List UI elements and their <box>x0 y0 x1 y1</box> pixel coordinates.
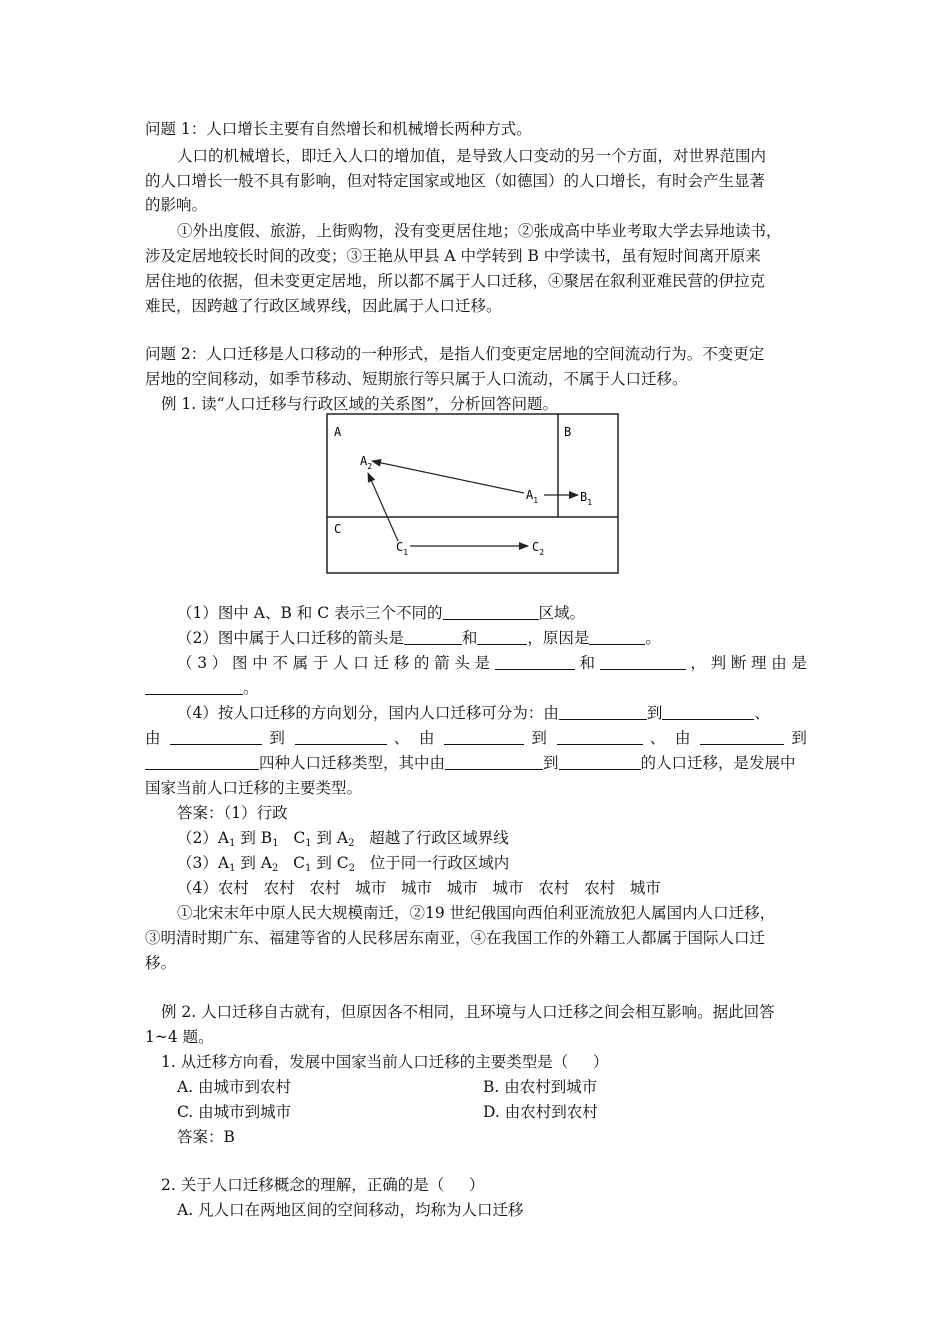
note-line2: ③明清时期广东、福建等省的人民移居东南亚，④在我国工作的外籍工人都属于国际人口迁 <box>145 929 766 947</box>
label-region-b: B <box>564 425 572 439</box>
label-c2: $C_2$ <box>532 540 545 557</box>
blank <box>559 704 647 720</box>
answer-3: $(3)A_1$ 到 $A_2$ $C_1$ 到 $C_2$ 位于同一行政区域内 <box>177 854 510 874</box>
blank <box>700 729 784 745</box>
blank <box>443 604 539 620</box>
question-4-line3: 四种人口迁移类型，其中由 到 的人口迁移，是发展中 <box>145 753 796 773</box>
blank <box>145 754 259 770</box>
blank <box>444 729 524 745</box>
example2-q2-option-a: A. 凡人口在两地区间的空间移动，均称为人口迁移 <box>177 1201 524 1219</box>
answer-2: $(2)A_1$ 到 $B_1$ $C_1$ 到 $A_2$ 超越了行政区域界线 <box>177 829 509 849</box>
q1-para2-line3: 居住地的依据，但未变更定居地，所以都不属于人口迁移，④聚居在叙利亚难民营的伊拉克 <box>145 272 766 290</box>
arrow-c1-a2 <box>368 473 398 541</box>
migration-diagram <box>326 413 620 575</box>
question-2: （2）图中属于人口迁移的箭头是 和 ，原因是 。 <box>177 629 661 647</box>
blank <box>559 754 641 770</box>
question-3-cont: 。 <box>145 678 259 698</box>
q2-title-line2: 居地的空间移动，如季节移动、短期旅行等只属于人口流动，不属于人口迁移。 <box>145 370 688 388</box>
question-3: （3）图中不属于人口迁移的箭头是 和 ，判断理由是 <box>177 654 807 672</box>
label-c1: $C_1$ <box>396 540 409 557</box>
arrow-a1-a2 <box>372 461 524 493</box>
question-1: （1）图中 A、B 和 C 表示三个不同的 区域。 <box>177 604 586 622</box>
answer-1: 答案：（1）行政 <box>177 804 288 822</box>
answer-4: （4）农村 农村 农村 城市 城市 城市 城市 农村 农村 城市 <box>177 879 661 897</box>
blank <box>445 754 543 770</box>
blank <box>589 629 645 645</box>
example2-q1: 1. 从迁移方向看，发展中国家当前人口迁移的主要类型是（ ） <box>161 1053 609 1071</box>
q1-para2-line2: 涉及定居地较长时间的改变；③王艳从甲县 A 中学转到 B 中学读书，虽有短时间离开原来 <box>145 247 761 265</box>
example2-q2: 2. 关于人口迁移概念的理解，正确的是（ ） <box>161 1176 485 1194</box>
label-b1: $B_1$ <box>580 490 593 507</box>
blank <box>495 654 575 670</box>
q1-para2-line1: ①外出度假、旅游，上街购物，没有变更居住地；②张成高中毕业考取大学去异地读书， <box>177 222 782 240</box>
q1-para2-line4: 难民，因跨越了行政区域界线，因此属于人口迁移。 <box>145 297 502 315</box>
q1-title: 问题 1：人口增长主要有自然增长和机械增长两种方式。 <box>145 120 532 138</box>
q1-para1-line3: 的影响。 <box>145 196 208 214</box>
q1-para1-line2: 的人口增长一般不具有影响，但对特定国家或地区（如德国）的人口增长，有时会产生显著 <box>145 172 766 190</box>
example2-q1-option-c: C. 由城市到城市 <box>177 1103 292 1121</box>
example2-line2: 1~4 题。 <box>145 1028 214 1046</box>
note-line1: ①北宋末年中原人民大规模南迁，②19 世纪俄国向西伯利亚流放犯人属国内人口迁移， <box>177 904 776 922</box>
example2-q1-option-d: D. 由农村到农村 <box>483 1103 598 1121</box>
blank <box>145 679 243 695</box>
example2-line1: 例 2. 人口迁移自古就有，但原因各不相同，且环境与人口迁移之间会相互影响。据此回答 <box>161 1003 775 1021</box>
note-line3: 移。 <box>145 954 177 972</box>
example2-q1-answer: 答案：B <box>177 1128 235 1146</box>
question-4-line4: 国家当前人口迁移的主要类型。 <box>145 779 363 797</box>
example1-title: 例 1. 读“人口迁移与行政区域的关系图”，分析回答问题。 <box>161 395 558 413</box>
q2-title-line1: 问题 2：人口迁移是人口移动的一种形式，是指人们变更定居地的空间流动行为。不变更定 <box>145 345 765 363</box>
diagram-frame <box>327 414 618 573</box>
blank <box>170 729 262 745</box>
blank <box>662 704 754 720</box>
label-a2: $A_2$ <box>360 454 373 471</box>
blank <box>404 629 462 645</box>
label-region-a: A <box>334 425 342 439</box>
blank <box>557 729 643 745</box>
question-4-line2: 由 到 、 由 到 、 由 到 <box>145 729 807 747</box>
example2-q1-option-b: B. 由农村到城市 <box>483 1078 598 1096</box>
q1-para1-line1: 人口的机械增长，即迁入人口的增加值，是导致人口变动的另一个方面，对世界范围内 <box>177 147 767 165</box>
label-region-c: C <box>334 522 342 536</box>
question-4-line1: （4）按人口迁移的方向划分，国内人口迁移可分为：由 到 、 <box>177 704 770 722</box>
blank <box>600 654 686 670</box>
label-a1: $A_1$ <box>526 488 539 505</box>
example2-q1-option-a: A. 由城市到农村 <box>177 1078 292 1096</box>
blank <box>295 729 387 745</box>
blank <box>477 629 527 645</box>
